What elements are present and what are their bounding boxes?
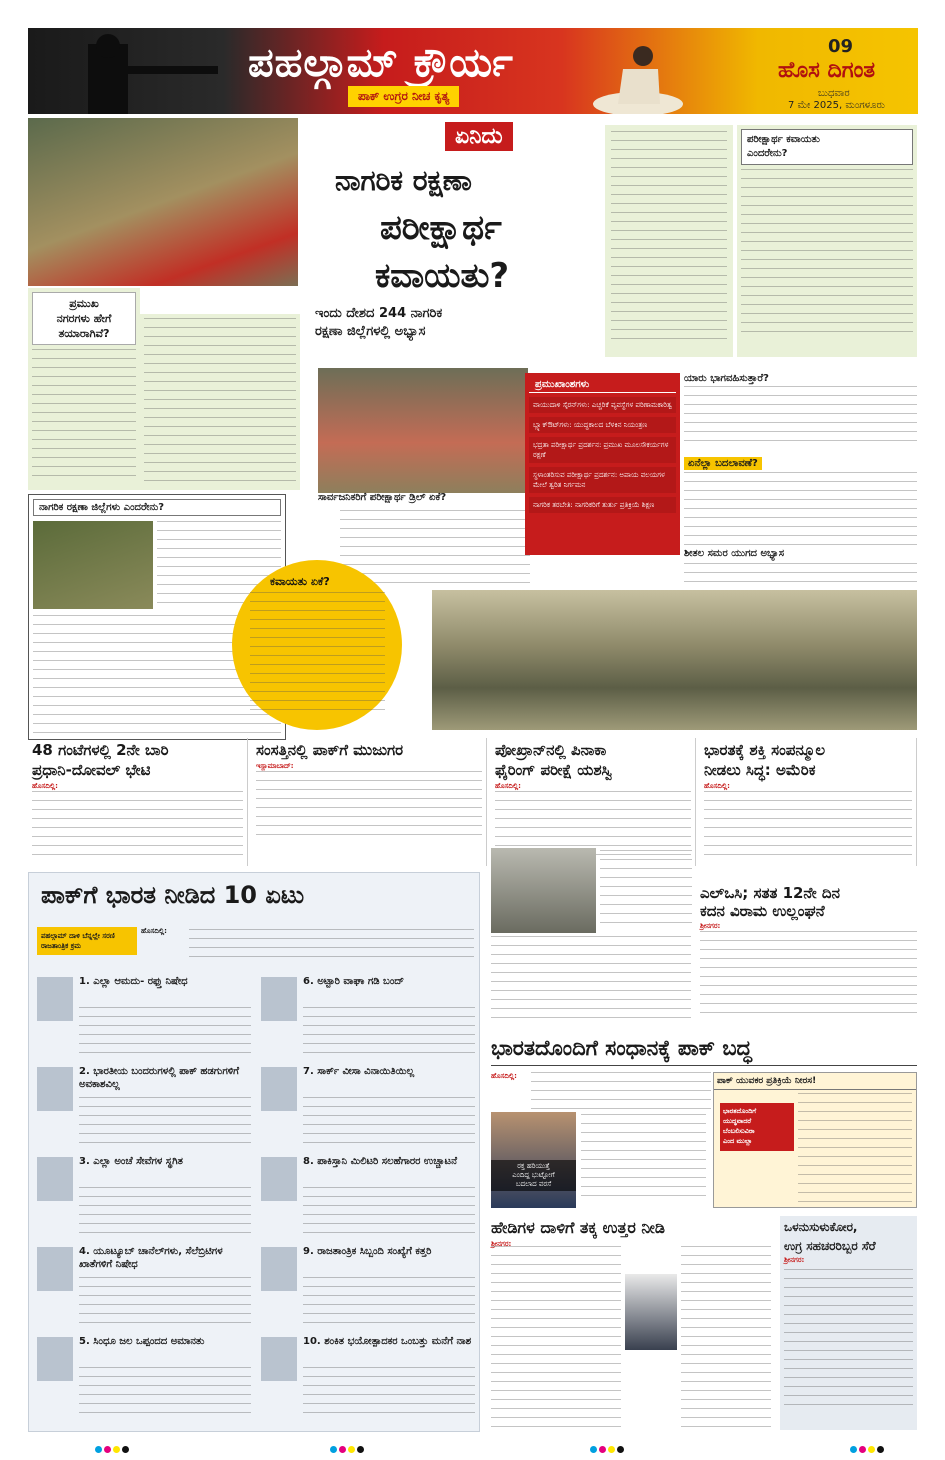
step-title: 1. ಎಲ್ಲಾ ಆಮದು- ರಫ್ತು ನಿಷೇಧ [79,976,188,987]
step-item [261,1333,477,1419]
story-dateline: ಹೊಸದಿಲ್ಲಿ: [495,782,521,790]
ten-steps-section [28,872,480,1432]
infiltrator-story [780,1216,917,1430]
step-title: 6. ಅಟ್ಟಾರಿ ವಾಘಾ ಗಡಿ ಬಂದ್ [303,976,404,987]
who-title: ಯಾರು ಭಾಗವಹಿಸುತ್ತಾರೆ? [684,373,769,384]
body-text [250,592,385,712]
reg-dot [599,1446,606,1453]
story-headline-2: ನೀಡಲು ಸಿದ್ಧ: ಅಮೆರಿಕ [704,761,816,779]
cities-prep-box [28,288,140,490]
step-image [261,1067,297,1111]
reg-dot [617,1446,624,1453]
step-item [37,1153,253,1239]
body-text [491,1246,621,1430]
loc-headline-1: ಎಲ್‌ಒಸಿ; ಸತತ 12ನೇ ದಿನ [700,884,840,902]
changes-box [684,451,917,541]
bhutto-caption [491,1160,576,1191]
reg-dot [877,1446,884,1453]
cities-text-col [140,314,300,490]
body-text [340,510,530,586]
pak-headline: ಭಾರತದೊಂದಿಗೆ ಸಂಧಾನಕ್ಕೆ ಪಾಕ್ ಬದ್ಧ [491,1032,917,1066]
masthead-banner [28,28,918,114]
story-dateline: ಇಸ್ಲಾಮಾಬಾದ್: [256,762,294,770]
step-title: 4. ಯೂಟ್ಯೂಬ್ ಚಾನೆಲ್‌ಗಳು, ಸೆಲೆಬ್ರಿಟಿಗಳ ಖಾತೆಗಳಿಗೆ ನಿಷೇಧ [79,1246,223,1270]
step-image [37,1337,73,1381]
step-title: 10. ಶಂಕಿತ ಭಯೋತ್ಪಾದಕರ ಒಂಬತ್ತು ಮನೆಗೆ ನಾಶ [303,1336,472,1347]
ten-steps-title: ಪಾಕ್‌ಗೆ ಭಾರತ ನೀಡಿದ 10 ಏಟು [41,881,305,909]
soldiers-photo [432,590,917,730]
reg-dot [590,1446,597,1453]
news-story [28,738,248,866]
step-title: 9. ರಾಜತಾಂತ್ರಿಕ ಸಿಬ್ಬಂದಿ ಸಂಖ್ಯೆಗೆ ಕತ್ತರಿ [303,1246,432,1257]
features-box [525,373,680,555]
reg-dot [339,1446,346,1453]
features-title: ಪ್ರಮುಖಾಂಶಗಳು [529,377,676,393]
pak-talks-story [491,1032,917,1210]
why-title: ಕವಾಯತು ಏಕೆ? [270,575,330,588]
body-text [303,1187,475,1235]
main-story [305,118,605,340]
ten-steps-tag: ಪಹಲ್ಗಾಮ್ ದಾಳಿ ಬೆನ್ನಲ್ಲೇ ಸರಣಿ ರಾಜತಾಂತ್ರಿಕ ಕ್ರಮ [37,927,137,955]
body-text [684,386,917,446]
box-title: ನಾಗರಿಕ ರಕ್ಷಣಾ ಜಿಲ್ಲೆಗಳು ಎಂದರೇನು? [33,499,281,516]
body-text [303,1097,475,1145]
reg-dot [122,1446,129,1453]
registration-marks [95,1438,131,1457]
who-box [684,373,917,449]
issue-day: ಬುಧವಾರ [818,88,850,99]
headline-line2: ಪರೀಕ್ಷಾರ್ಥ [380,208,502,248]
story-dateline: ಹೊಸದಿಲ್ಲಿ: [704,782,730,790]
step-title: 8. ಪಾಕಿಸ್ತಾನಿ ಮಿಲಿಟರಿ ಸಲಹೆಗಾರರ ಉಚ್ಚಾಟನೆ [303,1156,458,1167]
step-item [37,1333,253,1419]
feature-item: ಸ್ಥಳಾಂತರಿಸುವ ಪರೀಕ್ಷಾರ್ಥ ಪ್ರದರ್ಶನ: ಅಪಾಯ ವಲಯಗಳ ಮೇಲೆ ತ್ವರಿತ ನಿರ್ಗಮನ [529,467,676,493]
intro-text [189,929,474,965]
body-text [684,472,917,546]
story-headline-1: ಪೋಖ್ರಾನ್‌ನಲ್ಲಿ ಪಿನಾಕಾ [495,741,607,759]
body-text [32,349,136,479]
owaisi-story [491,1216,773,1430]
registration-marks [590,1438,626,1457]
reg-dot [357,1446,364,1453]
pinaka-text-2 [491,936,691,1026]
body-text [798,1093,912,1203]
body-text [681,1246,771,1430]
step-item [37,1063,253,1149]
loc-story [700,884,917,1024]
reg-dot [608,1446,615,1453]
registration-marks [330,1438,366,1457]
body-text [581,1114,706,1204]
pinaka-text [600,850,692,930]
step-image [37,1157,73,1201]
reg-dot [868,1446,875,1453]
ten-steps-dateline: ಹೊಸದಿಲ್ಲಿ: [141,927,167,935]
step-item [37,973,253,1059]
registration-marks [850,1438,886,1457]
step-image [261,1157,297,1201]
story-dateline: ಹೊಸದಿಲ್ಲಿ: [32,782,58,790]
infiltrator-dateline: ಶ್ರೀನಗರ: [784,1256,805,1264]
body-text [700,931,917,1017]
infiltrator-headline-1: ಒಳನುಸುಳುಕೋರ, [784,1220,858,1234]
body-text [256,771,482,841]
feature-item: ವಾಯುದಾಳಿ ಸೈರನ್‌ಗಳು: ಎಚ್ಚರಿಕೆ ವ್ಯವಸ್ಥೆಗಳ ಪರಿಣಾಮಕಾರಿತ್ವ [529,397,676,413]
news-story [491,738,696,866]
masthead-title: ಪಹಲ್ಗಾಮ್ ಕ್ರೌರ್ಯ [248,40,514,86]
step-item [261,1153,477,1239]
loc-headline-2: ಕದನ ವಿರಾಮ ಉಲ್ಲಂಘನೆ [700,902,825,920]
box-title-line2: ಎಂದರೇನು? [747,148,788,159]
step-image [261,1337,297,1381]
quote-line: ಎಂದ ಮುಲ್ಲಾ [723,1137,753,1145]
box-title-line1: ಪ್ರಮುಖ [69,297,99,310]
body-text [303,1007,475,1055]
pak-dateline: ಹೊಸದಿಲ್ಲಿ: [491,1072,517,1080]
youth-quote [720,1103,794,1151]
deck-line1: ಇಂದು ದೇಶದ 244 ನಾಗರಿಕ [315,306,443,321]
page-number: 09 [828,36,854,57]
reg-dot [348,1446,355,1453]
step-title: 5. ಸಿಂಧೂ ಜಲ ಒಪ್ಪಂದದ ಅಮಾನತು [79,1336,205,1347]
reg-dot [104,1446,111,1453]
fire-drill-photo [28,118,298,286]
pak-youth-box [713,1072,917,1208]
step-image [261,1247,297,1291]
reg-dot [850,1446,857,1453]
caption-line: ಎಂದಿದ್ದ ಭುಟ್ಟೋಗೆ [512,1171,555,1179]
quote-line: ಭಾರತದೊಂದಿಗೆ [723,1107,757,1115]
step-title: 2. ಭಾರತೀಯ ಬಂದರುಗಳಲ್ಲಿ ಪಾಕ್ ಹಡಗುಗಳಿಗೆ ಅವಕಾಶವಿಲ್ಲ [79,1066,239,1090]
gunman-silhouette [48,34,218,114]
step-image [37,977,73,1021]
quote-line: ಬೆಂಬಲಿಸುವಿರಾ [723,1127,755,1135]
step-item [261,1063,477,1149]
body-text [79,1367,251,1415]
step-image [261,977,297,1021]
body-text [79,1007,251,1055]
body-text [32,791,243,861]
reg-dot [95,1446,102,1453]
body-text [79,1277,251,1325]
owaisi-headline: ಹೇಡಿಗಳ ದಾಳಿಗೆ ತಕ್ಕ ಉತ್ತರ ನೀಡಿ [491,1218,665,1237]
body-text [704,791,912,861]
news-story [700,738,917,866]
story-headline-2: ಪ್ರಧಾನಿ-ದೋವಲ್ ಭೇಟಿ [32,761,151,779]
box-title-line3: ತಯಾರಾಗಿವೆ? [58,327,110,340]
story-headline-2: ಫೈರಿಂಗ್ ಪರೀಕ್ಷೆ ಯಶಸ್ವಿ [495,761,613,779]
quote-line: ಯುದ್ಧವಾದರೆ [723,1117,752,1125]
youth-title: ಪಾಕ್ ಯುವಕರ ಪ್ರತಿಕ್ರಿಯೆ ನೀರಸ! [714,1073,916,1090]
masthead-subtitle: ಪಾಕ್ ಉಗ್ರರ ನೀಚ ಕೃತ್ಯ [348,86,459,107]
story-headline-1: 48 ಗಂಟೆಗಳಲ್ಲಿ 2ನೇ ಬಾರಿ [32,741,169,759]
troops-photo [33,521,153,609]
reg-dot [330,1446,337,1453]
deck-line2: ರಕ್ಷಣಾ ಜಿಲ್ಲೆಗಳಲ್ಲಿ ಅಭ್ಯಾಸ [315,324,426,339]
changes-title: ಏನೆಲ್ಲಾ ಬದಲಾವಣೆ? [684,457,762,470]
body-text [79,1097,251,1145]
step-item [261,1243,477,1329]
feature-item: ನಾಗರಿಕ ತರಬೇತಿ: ನಾಗರಿಕರಿಗೆ ತುರ್ತು ಪ್ರತಿಕ್ರಿಯೆ ಶಿಕ್ಷಣ [529,497,676,513]
caption-line: ರಕ್ತ ಹರಿಯುತ್ತೆ [517,1162,550,1170]
step-item [37,1243,253,1329]
drill-def-box [737,125,917,357]
body-text [303,1367,475,1415]
step-item [261,973,477,1059]
brand-name: ಹೊಸ ದಿಗಂತ [778,58,876,83]
body-text [741,169,913,339]
step-image [37,1067,73,1111]
coldwar-title: ಶೀತಲ ಸಮರ ಯುಗದ ಅಭ್ಯಾಸ [684,548,785,559]
body-text [611,131,727,346]
story-headline-1: ಭಾರತಕ್ಕೆ ಶಕ್ತಿ ಸಂಪನ್ಮೂಲ [704,741,826,759]
body-text [784,1269,913,1409]
body-text [79,1187,251,1235]
mourning-figure [588,34,688,114]
body-text [303,1277,475,1325]
kicker-tag: ಏನಿದು [445,122,513,151]
students-drill-photo [318,368,528,493]
issue-date: 7 ಮೇ 2025, ಮಂಗಳೂರು [788,100,885,111]
box-title-line1: ಪರೀಕ್ಷಾರ್ಥ ಕವಾಯತು [747,134,820,145]
headline-line1: ನಾಗರಿಕ ರಕ್ಷಣಾ [335,164,472,197]
body-text [531,1072,711,1112]
owaisi-dateline: ಶ್ರೀನಗರ: [491,1240,512,1248]
headline-line3: ಕವಾಯತು? [375,256,510,296]
box-title-line2: ನಗರಗಳು ಹೇಗೆ [56,312,112,325]
center-text-col [605,125,733,357]
step-title: 3. ಎಲ್ಲಾ ಅಂಚೆ ಸೇವೆಗಳ ಸ್ಥಗಿತ [79,1156,183,1167]
infiltrator-headline-2: ಉಗ್ರ ಸಹಚರರಿಬ್ಬರ ಸೆರೆ [784,1239,876,1253]
photo-caption: ಸಾರ್ವಜನಿಕರಿಗೆ ಪರೀಕ್ಷಾರ್ಥ ಡ್ರಿಲ್ ಏಕೆ? [318,492,447,503]
step-image [37,1247,73,1291]
reg-dot [859,1446,866,1453]
news-story [252,738,487,866]
feature-item: ಬ್ಲ್ಯಾಕ್‌ಔಟ್‌ಗಳು: ಯುದ್ಧಕಾಲದ ಬೆಳಕಿನ ನಿಯಂತ್ರಣ [529,417,676,433]
pinaka-photo [491,848,596,933]
story-headline-1: ಸಂಸತ್ತಿನಲ್ಲಿ ಪಾಕ್‌ಗೆ ಮುಜುಗರ [256,741,404,759]
step-title: 7. ಸಾರ್ಕ್ ವೀಸಾ ವಿನಾಯಿತಿಯಿಲ್ಲ [303,1066,415,1077]
owaisi-photo [625,1274,677,1350]
caption-line: ಬದಲಾದ ವರಸೆ [515,1180,552,1188]
feature-item: ಭದ್ರತಾ ಪರೀಕ್ಷಾರ್ಥ ಪ್ರದರ್ಶನ: ಪ್ರಮುಖ ಮೂಲಸೌಕರ್ಯಗಳ ರಕ್ಷಣೆ [529,437,676,463]
loc-dateline: ಶ್ರೀನಗರ: [700,922,721,930]
body-text [144,318,296,483]
reg-dot [113,1446,120,1453]
